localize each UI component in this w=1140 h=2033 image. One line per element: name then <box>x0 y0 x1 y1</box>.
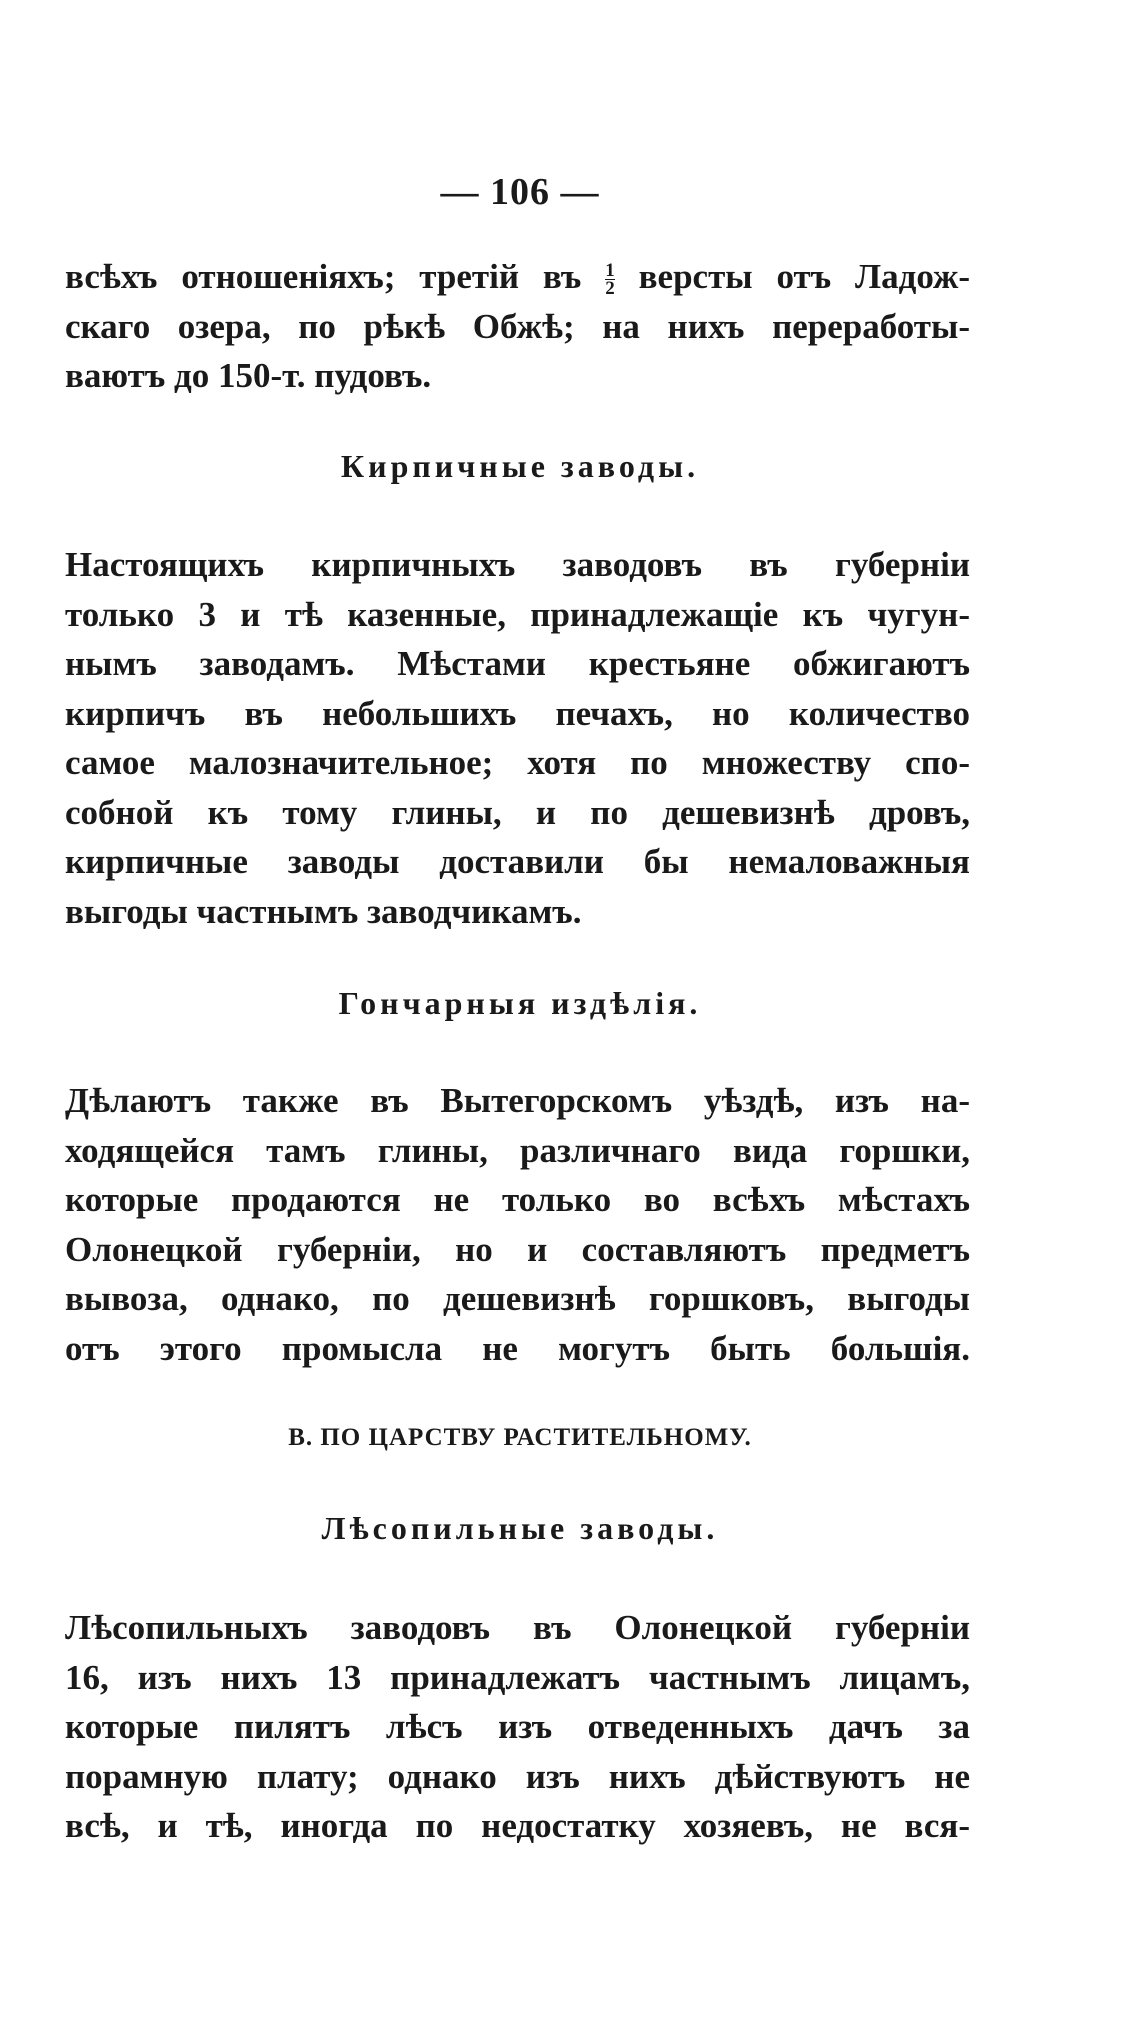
text-line: 16, изъ нихъ 13 принадлежатъ частнымъ лицамъ, <box>65 1657 970 1697</box>
section-heading-brick-factories: Кирпичные заводы. <box>340 448 700 484</box>
text-line: которые продаются не только во всѣхъ мѣстахъ <box>65 1180 970 1219</box>
text-line: кирпичные заводы доставили бы немаловажныя <box>65 842 970 881</box>
text-line: Дѣлаютъ также въ Вытегорскомъ уѣздѣ, изъ на- <box>65 1081 970 1120</box>
paragraph-pottery <box>65 1076 970 1373</box>
text-line: самое малозначительное; хотя по множеству спо- <box>65 743 970 782</box>
section-heading-pottery: Гончарныя издѣлія. <box>338 985 702 1021</box>
text-line: всѣхъ отношеніяхъ; третій въ $\frac{1}{2}$ версты отъ Ладож- <box>65 257 970 300</box>
text-line: собной къ тому глины, и по дешевизнѣ дровъ, <box>65 792 970 832</box>
paragraph-brick-factories <box>65 540 970 936</box>
text-line: Олонецкой губерніи, но и составляютъ предметъ <box>65 1229 970 1269</box>
text-line: выгоды частнымъ заводчикамъ. <box>65 891 582 931</box>
section-subheading-plant-kingdom: В. ПО ЦАРСТВУ РАСТИТЕЛЬНОМУ. <box>288 1424 752 1451</box>
text-line: только 3 и тѣ казенные, принадлежащіе къ чугун- <box>65 594 970 634</box>
text-line: порамную плату; однако изъ нихъ дѣйствуютъ не <box>65 1756 970 1796</box>
paragraph-sawmills <box>65 1603 970 1851</box>
text-line: которые пилятъ лѣсъ изъ отведенныхъ дачъ за <box>65 1707 970 1746</box>
text-line: ваютъ до 150-т. пудовъ. <box>65 356 432 395</box>
text-line: нымъ заводамъ. Мѣстами крестьяне обжигаютъ <box>65 644 970 683</box>
page-number: — 106 — <box>440 171 600 213</box>
section-heading-sawmills: Лѣсопильные заводы. <box>321 1510 719 1546</box>
text-line: всѣ, и тѣ, иногда по недостатку хозяевъ, не вся- <box>65 1806 970 1845</box>
text-line: кирпичъ въ небольшихъ печахъ, но количество <box>65 693 970 733</box>
text-line: отъ этого промысла не могутъ быть большія. <box>65 1328 970 1368</box>
text-line: ходящейся тамъ глины, различнаго вида горшки, <box>65 1130 970 1170</box>
paragraph-continuation <box>65 252 970 401</box>
text-line: Настоящихъ кирпичныхъ заводовъ въ губерніи <box>65 545 970 584</box>
text-line: Лѣсопильныхъ заводовъ въ Олонецкой губерніи <box>65 1608 970 1647</box>
text-line: скаго озера, по рѣкѣ Обжѣ; на нихъ переработы- <box>65 306 970 346</box>
fraction: $\frac{1}{2}$ <box>605 260 615 300</box>
text-line: вывоза, однако, по дешевизнѣ горшковъ, выгоды <box>65 1279 970 1318</box>
